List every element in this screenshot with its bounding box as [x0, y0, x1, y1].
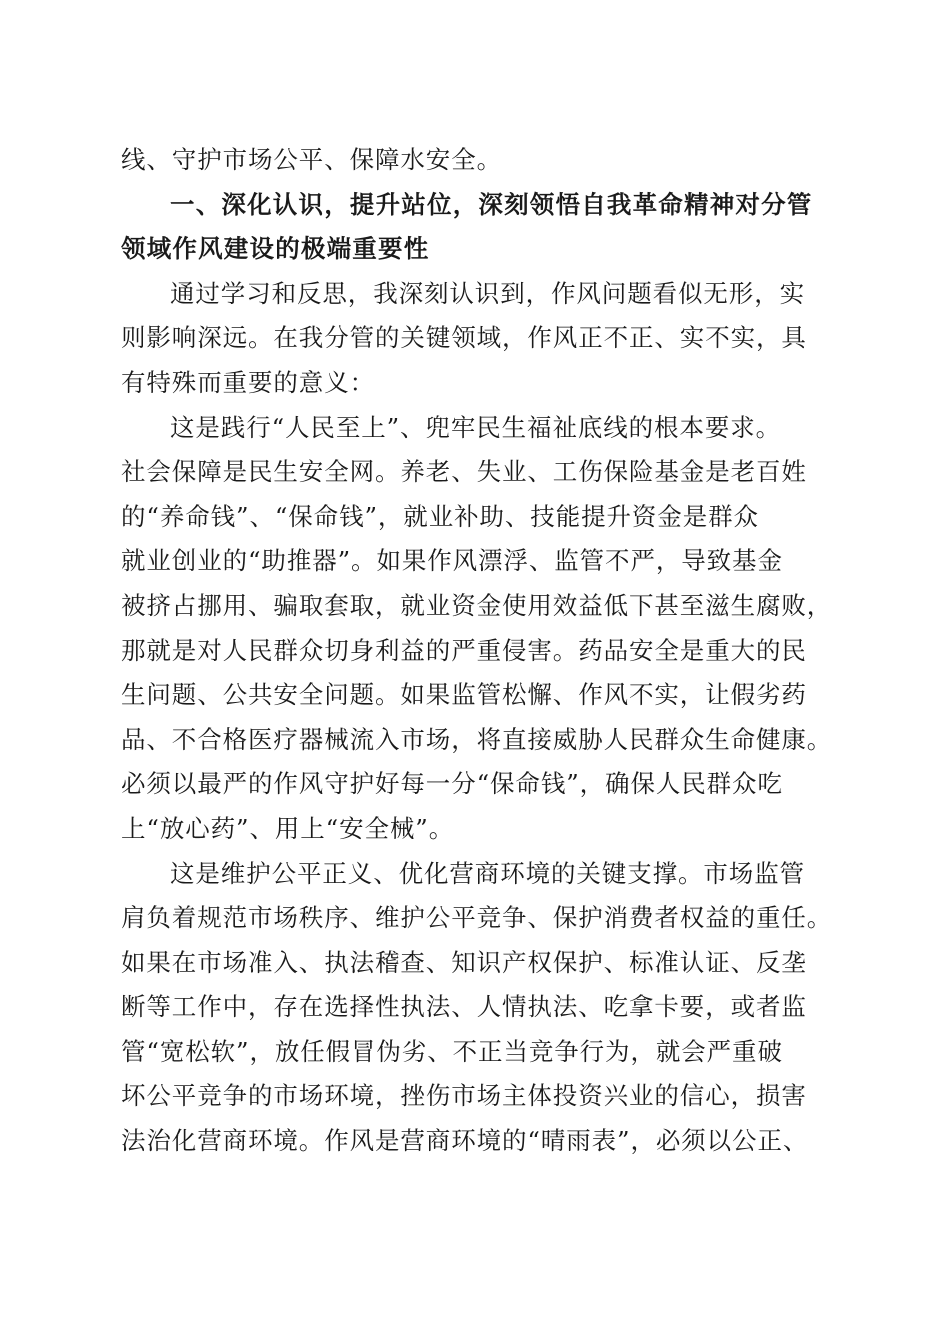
heading-line: 领域作风建设的极端重要性	[121, 234, 430, 264]
paragraph-livelihood	[121, 406, 851, 852]
text-line: 法治化营商环境。作风是营商环境的“晴雨表”，必须以公正、	[121, 1126, 809, 1156]
text-line: 通过学习和反思，我深刻认识到，作风问题看似无形，实	[170, 278, 805, 308]
text-line: 这是践行“人民至上”、兜牢民生福祉底线的根本要求。	[170, 412, 782, 442]
text-line: 就业创业的“助推器”。如果作风漂浮、监管不严，导致基金	[121, 546, 783, 576]
text-line: 被挤占挪用、骗取套取，就业资金使用效益低下甚至滋生腐败，	[121, 590, 833, 620]
text-line: 线、守护市场公平、保障水安全。	[121, 145, 502, 174]
paragraph-continuation	[121, 138, 851, 183]
text-line: 坏公平竞争的市场环境，挫伤市场主体投资兴业的信心，损害	[121, 1081, 807, 1111]
text-line: 肩负着规范市场秩序、维护公平竞争、保护消费者权益的重任。	[121, 903, 833, 933]
text-line: 这是维护公平正义、优化营商环境的关键支撑。市场监管	[170, 858, 805, 888]
heading-line: 一、深化认识，提升站位，深刻领悟自我革命精神对分管	[170, 189, 813, 219]
text-line: 上“放心药”、用上“安全械”。	[121, 813, 455, 843]
text-line: 必须以最严的作风守护好每一分“保命钱”，确保人民群众吃	[121, 769, 783, 799]
text-line: 如果在市场准入、执法稽查、知识产权保护、标准认证、反垄	[121, 947, 807, 977]
text-line: 的“养命钱”、“保命钱”，就业补助、技能提升资金是群众	[121, 501, 759, 531]
text-line: 管“宽松软”，放任假冒伪劣、不正当竞争行为，就会严重破	[121, 1036, 783, 1066]
text-line: 断等工作中，存在选择性执法、人情执法、吃拿卡要，或者监	[121, 992, 807, 1022]
text-line: 那就是对人民群众切身利益的严重侵害。药品安全是重大的民	[121, 635, 807, 665]
text-line: 有特殊而重要的意义：	[121, 367, 375, 397]
text-line: 社会保障是民生安全网。养老、失业、工伤保险基金是老百姓	[121, 457, 807, 487]
paragraph-business-environment	[121, 852, 851, 1164]
text-line: 则影响深远。在我分管的关键领域，作风正不正、实不实，具	[121, 323, 807, 353]
section-heading	[121, 183, 851, 272]
paragraph-intro	[121, 272, 851, 406]
text-line: 生问题、公共安全问题。如果监管松懈、作风不实，让假劣药	[121, 680, 807, 710]
document-page	[121, 138, 851, 1164]
text-line: 品、不合格医疗器械流入市场，将直接威胁人民群众生命健康。	[121, 724, 833, 754]
